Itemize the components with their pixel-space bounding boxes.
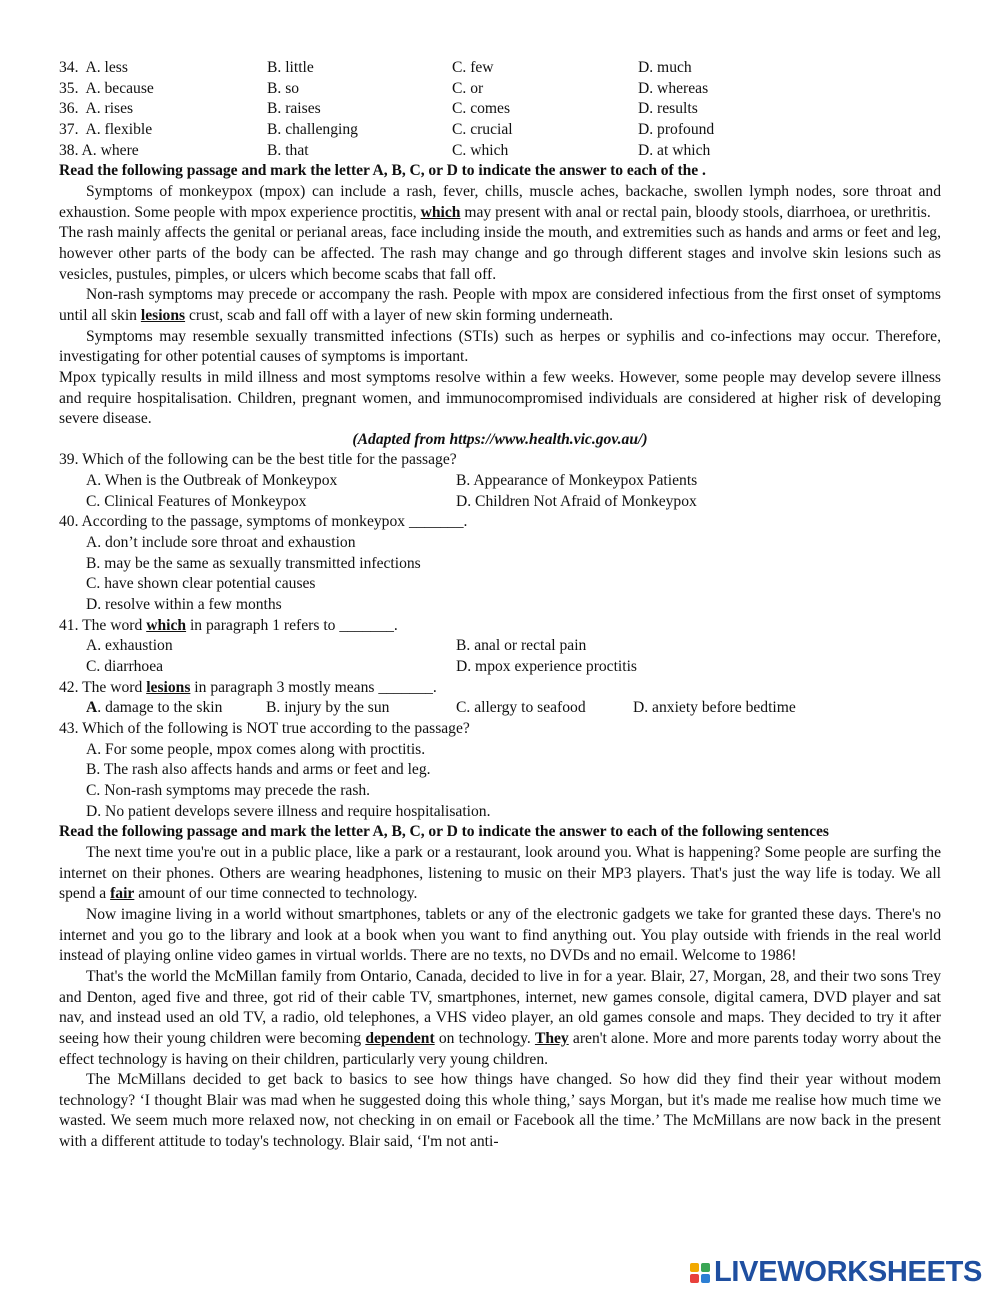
keyword-fair: fair (110, 885, 135, 903)
option-b: B. little (267, 59, 314, 76)
option-b: B. Appearance of Monkeypox Patients (456, 472, 698, 490)
mcq-row-36 (59, 99, 941, 120)
question-40 (59, 512, 941, 615)
paragraph-5: Mpox typically results in mild illness and most symptoms resolve within a few weeks. However, some people may develop severe illness and require hospitalisation. Children, pregnant women, and immunocompromised individuals are considered at higher risk of developing severe disease. (59, 368, 941, 428)
option-a: A. less (85, 59, 128, 76)
mcq-row-35 (59, 79, 941, 100)
question-41 (59, 616, 941, 678)
option-a: A. damage to the skin (86, 699, 223, 717)
question-number: 38. (59, 141, 79, 159)
option-a: A. For some people, mpox comes along with proctitis. (86, 740, 426, 758)
option-a: A. don’t include sore throat and exhaustion (86, 534, 356, 552)
option-c: C. crucial (452, 120, 513, 138)
option-d: D. at which (638, 141, 711, 159)
mcq-row-37 (59, 120, 941, 141)
option-c: C. allergy to seafood (456, 699, 586, 717)
reading-paragraph-1: The next time you're out in a public place, like a park or a restaurant, look around you. What is happening? Some people are surfing the internet on their phones. Others are wearing headphones, listening to music on their MP3 players. That's just the way life is today. We all spend a fair amount of our time connected to technology. (59, 843, 941, 903)
question-number: 36. (59, 100, 79, 118)
question-number: 35. (59, 79, 79, 97)
worksheet-page (59, 58, 941, 1153)
paragraph-2: The rash mainly affects the genital or perianal areas, face including inside the mouth, and extremities such as hands and arms or feet and leg, however other parts of the body can be affected. The rash may change and go through different stages and involve skin lesions such as vesicles, pustules, pimples, or ulcers which become scabs that fall off. (59, 224, 941, 283)
question-number: 34. (59, 59, 79, 76)
option-d: D. whereas (638, 79, 709, 97)
option-d: D. results (638, 100, 698, 118)
option-c: C. have shown clear potential causes (86, 575, 316, 593)
question-stem: 39. Which of the following can be the best title for the passage? (59, 451, 457, 469)
option-b: B. injury by the sun (266, 699, 390, 717)
option-b: B. challenging (267, 120, 358, 138)
option-d: D. resolve within a few months (86, 596, 282, 614)
option-c: C. which (452, 141, 509, 159)
option-d: D. Children Not Afraid of Monkeypox (456, 492, 697, 510)
keyword-which: which (146, 616, 187, 634)
mcq-row-34 (59, 58, 941, 79)
question-stem: 41. The word which in paragraph 1 refers to _______. (59, 616, 398, 634)
option-a: A. flexible (85, 120, 153, 138)
question-stem: 43. Which of the following is NOT true according to the passage? (59, 720, 470, 737)
paragraph-3: Non-rash symptoms may precede or accompany the rash. People with mpox are considered infectious from the first onset of symptoms until all skin lesions crust, scab and fall off with a layer of new skin forming underneath. (59, 286, 941, 324)
section-instruction-1: Read the following passage and mark the letter A, B, C, or D to indicate the answer to each of the . (59, 162, 706, 180)
question-stem: 42. The word lesions in paragraph 3 mostly means _______. (59, 678, 437, 696)
option-a: A. exhaustion (86, 637, 173, 655)
question-number: 37. (59, 120, 79, 138)
option-b: B. anal or rectal pain (456, 637, 587, 655)
option-b: B. The rash also affects hands and arms or feet and leg. (86, 761, 431, 779)
option-c: C. Clinical Features of Monkeypox (86, 492, 307, 510)
liveworksheets-logo (690, 1256, 982, 1289)
option-b: B. raises (267, 100, 321, 118)
question-stem: 40. According to the passage, symptoms of monkeypox _______. (59, 513, 468, 531)
question-43 (59, 719, 941, 822)
option-c: C. Non-rash symptoms may precede the rash. (86, 781, 371, 799)
option-b: B. that (267, 141, 309, 159)
paragraph-4: Symptoms may resemble sexually transmitted infections (STIs) such as herpes or syphilis and co-infections may occur. Therefore, investigating for other potential causes of symptoms is important. (59, 327, 941, 366)
option-d: D. profound (638, 120, 715, 138)
reading-paragraph-4: The McMillans decided to get back to basics to see how things have changed. So how did they find their year without modem technology? ‘I thought Blair was mad when he suggested doing this whole thing,’ says Morgan, but it's made me realise how much time we wasted. We seem much more relaxed now, not checking in on email or Facebook all the time.’ The McMillans are now back in the present with a different attitude to today's technology. Blair said, ‘I'm not anti- (59, 1071, 941, 1151)
option-a: A. rises (85, 100, 134, 118)
option-d: D. No patient develops severe illness and require hospitalisation. (86, 802, 491, 820)
keyword-which: which (420, 203, 461, 221)
option-b: B. may be the same as sexually transmitted infections (86, 554, 421, 572)
option-c: C. comes (452, 100, 511, 118)
source-citation: (Adapted from https://www.health.vic.gov.au/) (352, 430, 648, 448)
option-c: C. or (452, 79, 484, 97)
option-d: D. mpox experience proctitis (456, 658, 638, 676)
keyword-lesions: lesions (140, 306, 186, 324)
reading-paragraph-2: Now imagine living in a world without smartphones, tablets or any of the electronic gadgets we take for granted these days. There's no internet and you go to the library and look at a book when you want to find anything out. You play outside with friends in the real world instead of playing online video games in virtual worlds. There are no texts, no DVDs and no email. Welcome to 1986! (59, 905, 941, 965)
keyword-lesions: lesions (146, 678, 191, 696)
option-d: D. much (638, 59, 692, 76)
logo-squares-icon (690, 1263, 710, 1283)
mcq-row-38 (59, 141, 941, 162)
keyword-they: They (534, 1029, 569, 1047)
option-a: A. where (81, 141, 139, 159)
question-39 (59, 450, 941, 512)
keyword-dependent: dependent (365, 1029, 435, 1047)
option-d: D. anxiety before bedtime (633, 699, 796, 717)
mcq-options-block (59, 58, 941, 161)
option-c: C. few (452, 59, 494, 76)
option-b: B. so (267, 79, 300, 97)
logo-text: LIVEWORKSHEETS (714, 1256, 983, 1288)
reading-paragraph-3: That's the world the McMillan family from Ontario, Canada, decided to live in for a year. Blair, 27, Morgan, 28, and their two sons Trey and Denton, aged five and three, got rid of their cable TV, smartphones, internet, new games console, digital camera, DVD player and sat nav, and instead used an old TV, a radio, old telephones, a VHS video player, an old games console and maps. They decided to try it after seeing how their young children were becoming dependent on technology. They aren't alone. More and more parents today worry about the effect technology is having on their children, particularly very young children. (59, 967, 942, 1068)
question-42 (59, 678, 941, 719)
option-c: C. diarrhoea (86, 658, 164, 676)
section-instruction-2: Read the following passage and mark the letter A, B, C, or D to indicate the answer to each of the following sentences (59, 823, 829, 841)
paragraph-1: Symptoms of monkeypox (mpox) can include a rash, fever, chills, muscle aches, backache, swollen lymph nodes, sore throat and exhaustion. Some people with mpox experience proctitis, which may present with anal or rectal pain, bloody stools, diarrhoea, or urethritis. (59, 182, 941, 221)
option-a: A. When is the Outbreak of Monkeypox (86, 472, 338, 490)
option-a: A. because (85, 79, 154, 97)
